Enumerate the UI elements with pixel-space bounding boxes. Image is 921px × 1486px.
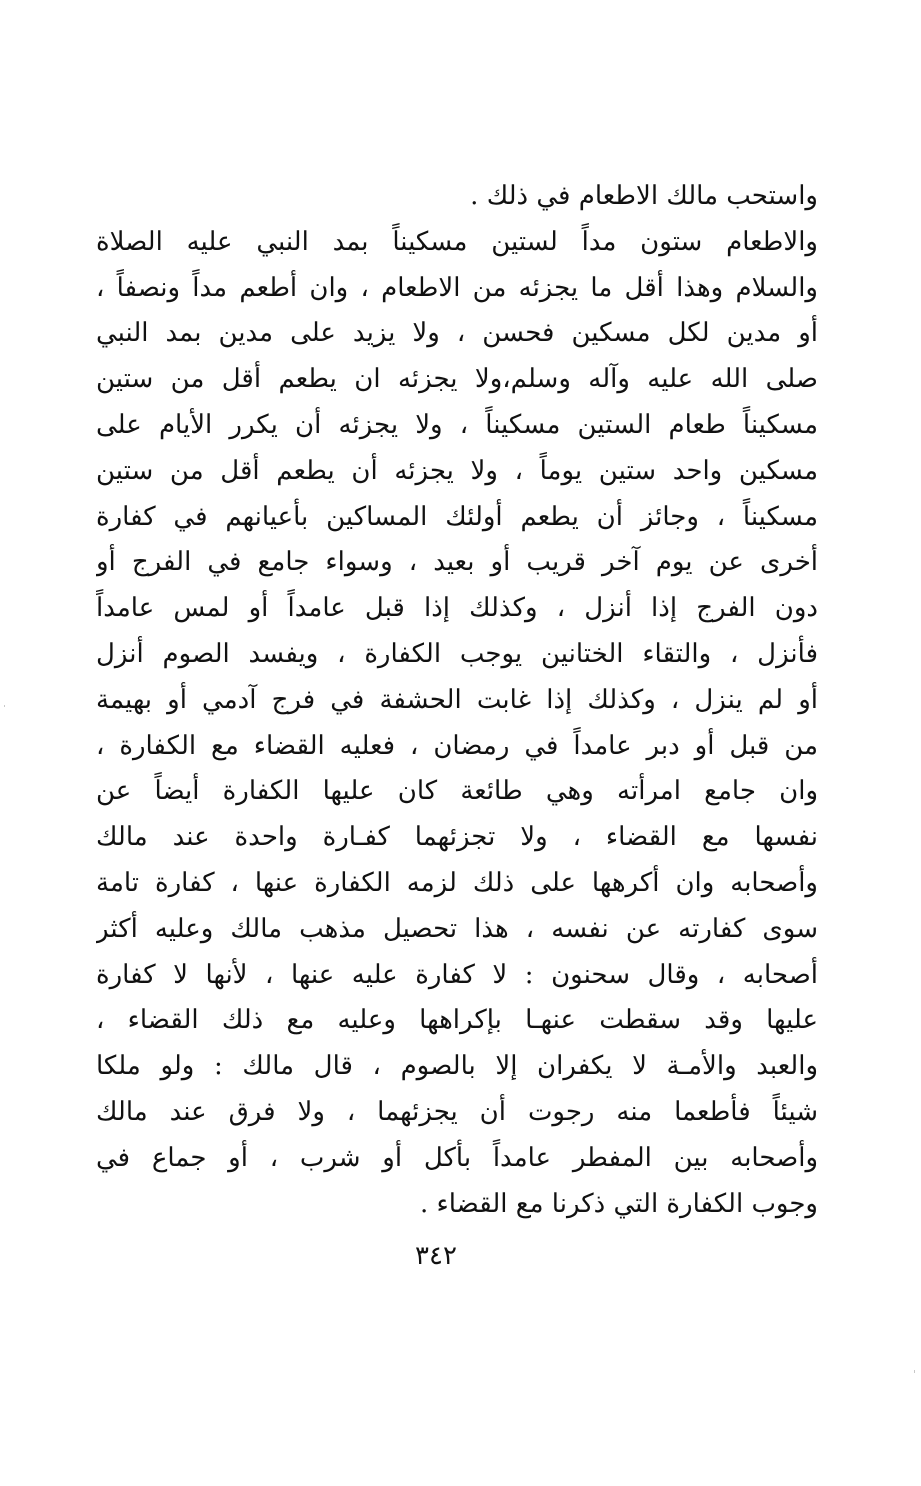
text-line: دون الفرج إذا أنزل ، وكذلك إذا قبل عامداً أو لمس عامداً <box>96 593 818 624</box>
body-text <box>96 174 818 1227</box>
text-line: نفسها مع القضاء ، ولا تجزئهما كفـارة واحدة عند مالك <box>96 822 818 853</box>
text-line: والاطعام ستون مداً لستين مسكيناً بمد النبي عليه الصلاة <box>96 226 818 257</box>
text-line: فأنزل ، والتقاء الختانين يوجب الكفارة ، ويفسد الصوم أنزل <box>96 638 818 669</box>
text-line: وجوب الكفارة التي ذكرنا مع القضاء . <box>419 1188 818 1219</box>
text-line: مسكيناً ، وجائز أن يطعم أولئك المساكين بأعيانهم في كفارة <box>96 501 818 532</box>
page-number: ٣٤٢ <box>415 1241 457 1271</box>
text-line: من قبل أو دبر عامداً في رمضان ، فعليه القضاء مع الكفارة ، <box>96 730 818 761</box>
text-line: سوى كفارته عن نفسه ، هذا تحصيل مذهب مالك وعليه أكثر <box>96 913 818 944</box>
text-line: أو لم ينزل ، وكذلك إذا غابت الحشفة في فرج آدمي أو بهيمة <box>96 684 818 715</box>
text-line: مسكين واحد ستين يوماً ، ولا يجزئه أن يطعم أقل من ستين <box>96 455 818 486</box>
text-line: وان جامع امرأته وهي طائعة كان عليها الكفارة أيضاً عن <box>96 776 818 807</box>
margin-speck <box>914 1370 915 1373</box>
text-line: مسكيناً طعام الستين مسكيناً ، ولا يجزئه أن يكرر الأيام على <box>96 409 818 440</box>
text-line: أصحابه ، وقال سحنون : لا كفارة عليه عنها ، لأنها لا كفارة <box>96 959 818 990</box>
text-line: والسلام وهذا أقل ما يجزئه من الاطعام ، وان أطعم مداً ونصفاً ، <box>96 272 818 303</box>
text-line: أخرى عن يوم آخر قريب أو بعيد ، وسواء جامع في الفرج أو <box>96 547 818 578</box>
text-line: صلى الله عليه وآله وسلم،ولا يجزئه ان يطعم أقل من ستين <box>96 364 818 395</box>
text-line: أو مدين لكل مسكين فحسن ، ولا يزيد على مدين بمد النبي <box>96 318 818 349</box>
text-line: والعبد والأمـة لا يكفران إلا بالصوم ، قال مالك : ولو ملكا <box>96 1051 818 1082</box>
text-line: وأصحابه بين المفطر عامداً بأكل أو شرب ، أو جماع في <box>96 1142 818 1173</box>
text-line: شيئاً فأطعما منه رجوت أن يجزئهما ، ولا فرق عند مالك <box>96 1096 818 1127</box>
text-line: عليها وقد سقطت عنهـا بإكراهها وعليه مع ذلك القضاء ، <box>96 1005 818 1036</box>
margin-speck <box>4 705 5 707</box>
text-line: وأصحابه وان أكرهها على ذلك لزمه الكفارة عنها ، كفارة تامة <box>96 867 818 898</box>
text-line: واستحب مالك الاطعام في ذلك . <box>470 181 818 211</box>
